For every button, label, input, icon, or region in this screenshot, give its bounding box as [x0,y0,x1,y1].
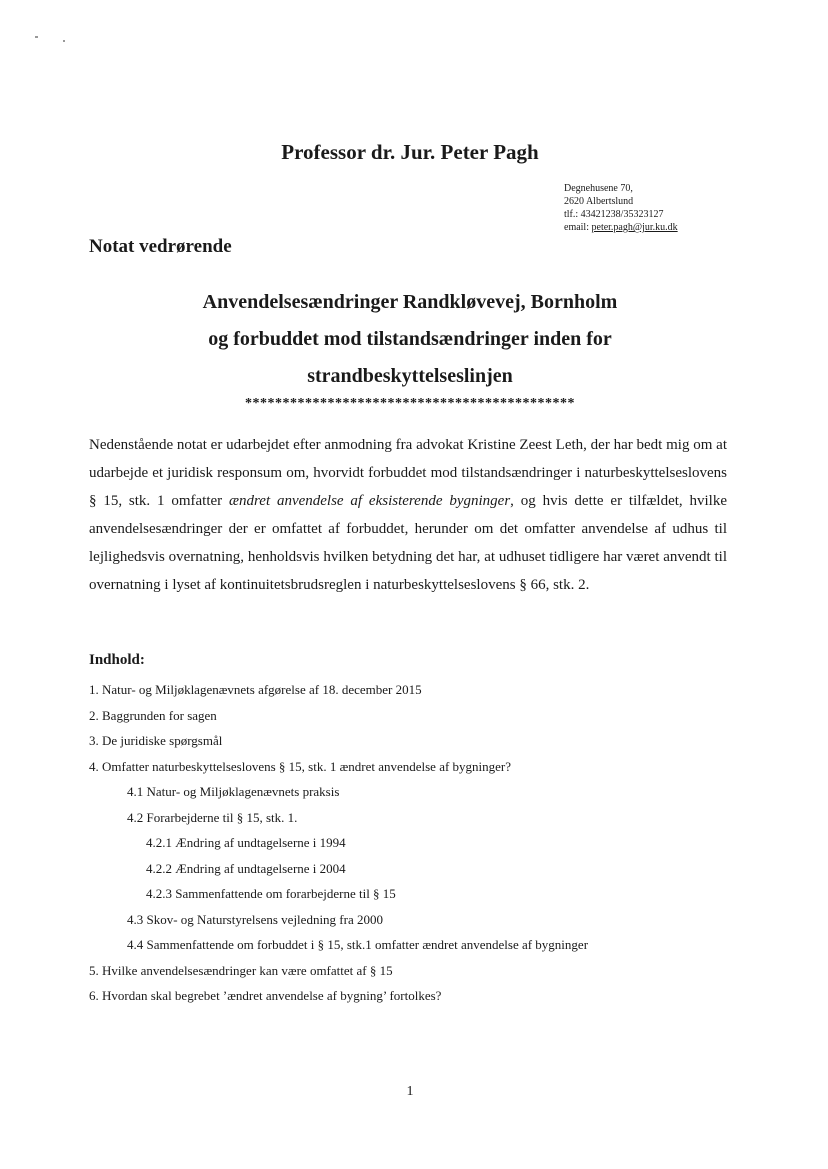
toc-item-4-4: 4.4 Sammenfattende om forbuddet i § 15, stk.1 omfatter ændret anvendelse af bygninger [127,937,589,952]
intro-emphasis: ændret anvendelse af eksisterende bygninger [229,493,511,509]
notat-heading: Notat vedrørende [89,236,232,257]
toc-item-4-2: 4.2 Forarbejderne til § 15, stk. 1. [127,809,298,825]
address-block [564,182,678,234]
scan-speck [35,36,38,38]
toc-item-4: 4. Omfatter naturbeskyttelseslovens § 15, stk. 1 ændret anvendelse af bygninger? [89,758,512,774]
document-title [0,284,820,395]
email-label: email: [564,222,589,233]
toc-item-2: 2. Baggrunden for sagen [89,707,217,723]
title-line-2: og forbuddet mod tilstandsændringer inden for [208,328,612,350]
intro-paragraph [89,431,727,599]
intro-text-1: Nedenstående notat er udarbejdet efter anmodning fra advokat Kristine Zeest Leth, der har bedt mig om at udarbejde et juridisk responsum om, hvorvidt forbuddet mod tilstandsændringer i naturbeskyttelseslovens § 15, stk. 1 omfatter [89,437,727,509]
email-link[interactable]: peter.pagh@jur.ku.dk [591,222,678,233]
toc-heading: Indhold: [89,652,145,668]
toc-item-4-2-1: 4.2.1 Ændring af undtagelserne i 1994 [146,835,346,850]
toc-item-4-1: 4.1 Natur- og Miljøklagenævnets praksis [127,784,340,799]
address-email-row [564,221,678,234]
toc-item-4-3: 4.3 Skov- og Naturstyrelsens vejledning fra 2000 [127,911,383,927]
author-name: Professor dr. Jur. Peter Pagh [281,140,539,164]
toc-item-4-2-2: 4.2.2 Ændring af undtagelserne i 2004 [146,860,346,876]
scan-speck [63,40,65,42]
title-line-3: strandbeskyttelseslinjen [307,365,513,387]
address-city: 2620 Albertslund [564,196,634,207]
separator-stars: ******************************************** [245,396,575,411]
toc-item-6: 6. Hvordan skal begrebet ’ændret anvendelse af bygning’ fortolkes? [89,988,442,1003]
intro-text-2: , og hvis dette er tilfældet, hvilke anvendelsesændringer der er omfattet af forbuddet, herunder om det omfatter anvendelse af udhus til lejlighedsvis overnatning, henholdsvis hvilken betydning det har, at udhuset tidligere har været anvendt til overnatning i lyset af kontinuitetsbrudsreglen i naturbeskyttelseslovens § 66, stk. 2. [89,493,727,593]
address-street: Degnehusene 70, [564,183,633,194]
toc-item-5: 5. Hvilke anvendelsesændringer kan være omfattet af § 15 [89,962,393,978]
page-number: 1 [406,1084,414,1099]
address-phone: tlf.: 43421238/35323127 [564,209,664,220]
toc-item-1: 1. Natur- og Miljøklagenævnets afgørelse af 18. december 2015 [89,682,422,697]
toc-item-3: 3. De juridiske spørgsmål [89,733,223,748]
table-of-contents [89,677,789,1009]
title-line-1: Anvendelsesændringer Randkløvevej, Bornholm [202,291,618,313]
toc-item-4-2-3: 4.2.3 Sammenfattende om forarbejderne til § 15 [146,886,396,901]
